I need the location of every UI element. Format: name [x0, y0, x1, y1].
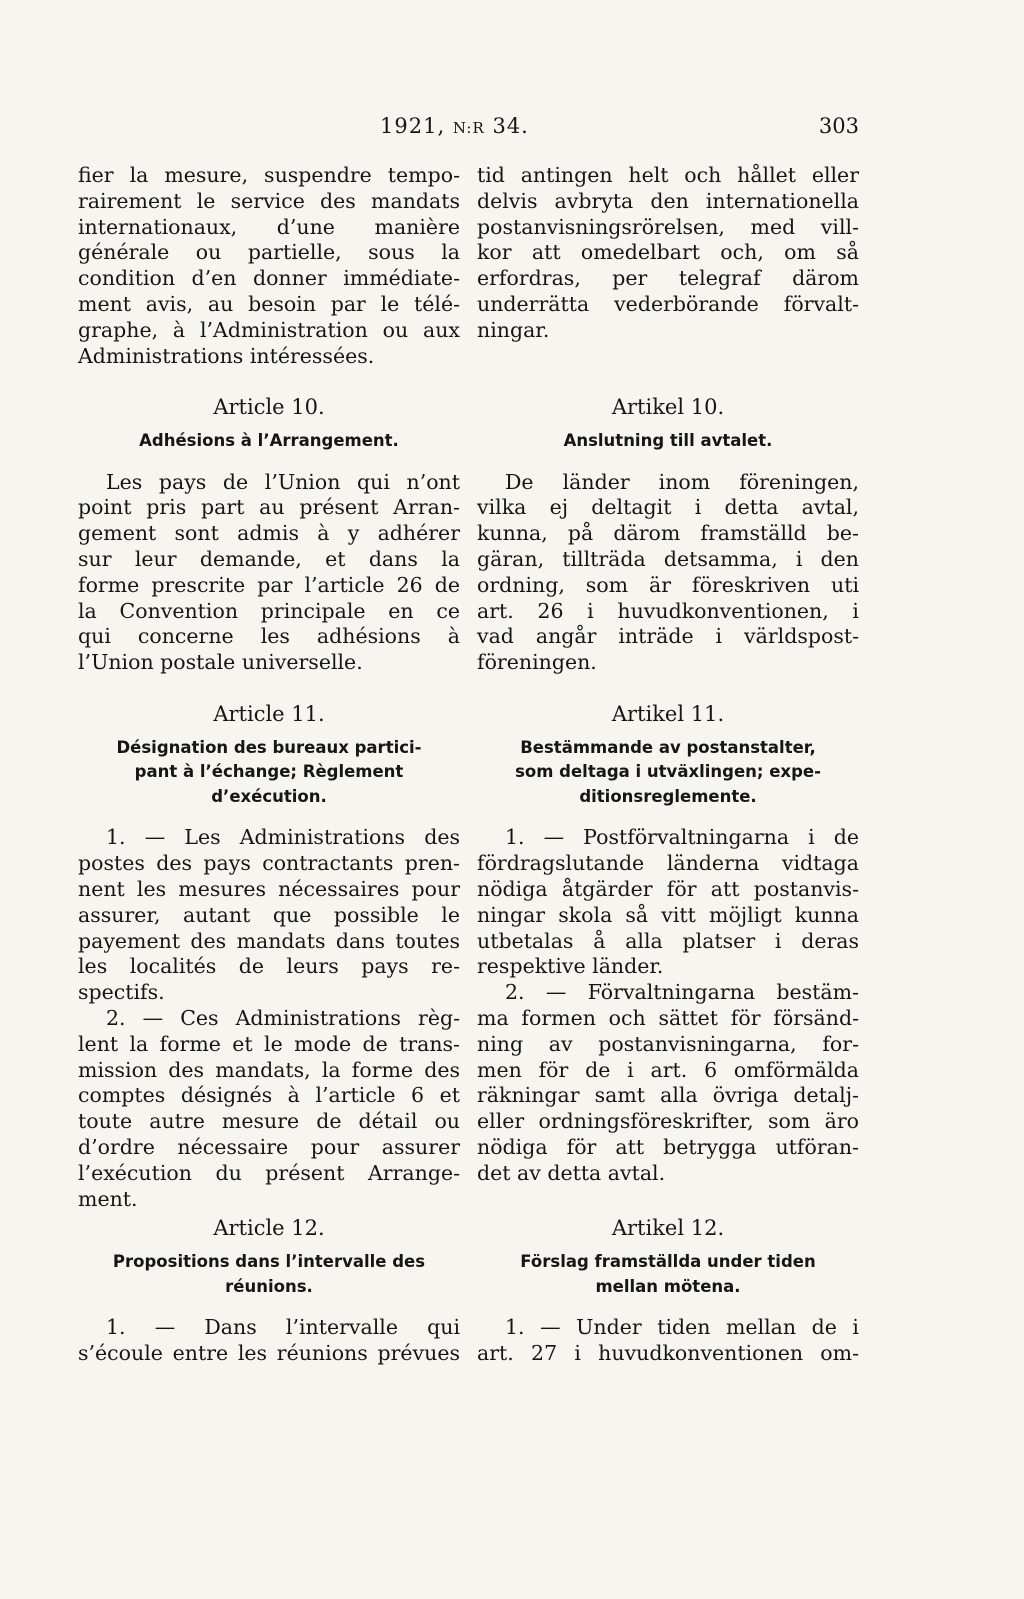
subheading-line: Propositions dans l’intervalle des: [112, 1252, 426, 1272]
article-11-paragraph-2: [78, 1006, 460, 1212]
text-line: l’exécution du présent Arrange-: [78, 1160, 460, 1185]
text-line: respektive länder.: [477, 954, 664, 979]
intro-paragraph: [78, 163, 460, 369]
subheading-line: pant à l’échange; Règlement: [134, 762, 404, 782]
text-line: condition d’en donner immédiate-: [78, 266, 460, 291]
blank-line: [477, 1187, 859, 1213]
text-line: utbetalas å alla platser i deras: [477, 928, 859, 953]
text-line: 1. — Postförvaltningarna i de: [505, 825, 859, 850]
running-head-center: [380, 114, 529, 138]
text-line: fier la mesure, suspendre tempo-: [78, 163, 460, 187]
subheading-line: som deltaga i utväxlingen; expe-: [515, 762, 821, 782]
text-line: gement sont admis à y adhérer: [78, 521, 460, 546]
text-line: eller ordningsföreskrifter, som äro: [477, 1109, 859, 1134]
text-line: assurer, autant que possible le: [78, 902, 460, 927]
text-line: ordning, som är föreskriven uti: [477, 572, 859, 597]
article-12-paragraph-1: [477, 1315, 859, 1367]
header-nr: N:R: [452, 119, 485, 137]
text-line: 2. — Förvaltningarna bestäm-: [505, 980, 859, 1005]
text-line: ment.: [78, 1186, 138, 1211]
text-line: nödiga för att betrygga utföran-: [477, 1134, 859, 1159]
text-line: kor att omedelbart och, om så: [477, 240, 859, 265]
text-line: men för de i art. 6 omförmälda: [477, 1057, 859, 1082]
text-line: lent la forme et le mode de trans-: [78, 1031, 460, 1056]
text-line: qui concerne les adhésions à: [78, 624, 460, 649]
text-line: 1. — Dans l’intervalle qui: [106, 1315, 460, 1340]
header-year: 1921,: [380, 114, 446, 138]
text-line: vilka ej deltagit i detta avtal,: [477, 495, 859, 520]
text-line: comptes désignés à l’article 6 et: [78, 1083, 460, 1108]
french-column: [78, 163, 460, 1367]
subheading-line: Bestämmande av postanstalter,: [520, 737, 816, 757]
text-line: nödiga åtgärder för att postanvis-: [477, 876, 859, 901]
article-11-heading: Artikel 11.: [611, 702, 725, 727]
page-number: 303: [818, 114, 859, 138]
intro-paragraph: [477, 163, 859, 369]
text-line: payement des mandats dans toutes: [78, 928, 460, 953]
text-line: nent les mesures nécessaires pour: [78, 876, 460, 901]
text-line: Administrations intéressées.: [78, 343, 375, 368]
article-12-paragraph-1: [78, 1315, 460, 1367]
text-line: kunna, på därom framställd be-: [477, 521, 859, 546]
article-12-heading: Artikel 12.: [611, 1216, 725, 1241]
swedish-column: [477, 163, 859, 1367]
subheading-line: Désignation des bureaux partici-: [116, 737, 422, 757]
article-11-paragraph-1: [78, 825, 460, 1006]
header-number: 34.: [492, 114, 529, 138]
subheading-line: d’exécution.: [211, 786, 327, 806]
article-10-subheading: Adhésions à l’Arrangement.: [139, 431, 399, 451]
text-line: vad angår inträde i världspost-: [477, 624, 859, 649]
article-11-paragraph-1: [477, 825, 859, 980]
article-11-heading: Article 11.: [213, 702, 325, 727]
text-line: forme prescrite par l’article 26 de: [78, 572, 460, 597]
subheading-line: Förslag framställda under tiden: [520, 1252, 816, 1272]
text-line: gäran, tillträda detsamma, i den: [477, 547, 859, 572]
text-line: mission des mandats, la forme des: [78, 1057, 460, 1082]
subheading-line: mellan mötena.: [595, 1276, 741, 1296]
running-head: [0, 114, 1024, 144]
article-10-paragraph: [477, 470, 859, 676]
text-line: d’ordre nécessaire pour assurer: [78, 1134, 460, 1159]
article-10-heading: Article 10.: [213, 395, 325, 420]
article-10-heading: Artikel 10.: [611, 395, 725, 420]
article-10-paragraph: [78, 470, 460, 676]
text-line: ningar skola så vitt möjligt kunna: [477, 902, 859, 927]
text-line: générale ou partielle, sous la: [78, 240, 460, 265]
text-line: fördragslutande länderna vidtaga: [477, 851, 859, 876]
text-line: tid antingen helt och hållet eller: [477, 163, 859, 187]
article-11-subheading: [477, 736, 859, 810]
subheading-line: réunions.: [225, 1276, 313, 1296]
text-line: postanvisningsrörelsen, med vill-: [477, 214, 859, 239]
subheading-line: ditionsreglemente.: [579, 786, 757, 806]
text-line: 2. — Ces Administrations règ-: [106, 1005, 460, 1030]
text-line: graphe, à l’Administration ou aux: [78, 317, 460, 342]
text-line: erfordras, per telegraf därom: [477, 266, 859, 291]
article-12-subheading: [477, 1250, 859, 1299]
text-line: De länder inom föreningen,: [505, 469, 859, 494]
text-line: räkningar samt alla övriga detalj-: [477, 1083, 859, 1108]
article-12-heading: Article 12.: [213, 1216, 325, 1241]
article-11-subheading: [78, 736, 460, 810]
article-12-subheading: [78, 1250, 460, 1299]
text-line: delvis avbryta den internationella: [477, 188, 859, 213]
text-line: rairement le service des mandats: [78, 188, 460, 213]
text-line: internationaux, d’une manière: [78, 214, 460, 239]
text-line: föreningen.: [477, 650, 597, 675]
text-line: toute autre mesure de détail ou: [78, 1109, 460, 1134]
text-line: ment avis, au besoin par le télé-: [78, 291, 460, 316]
text-line: ning av postanvisningarna, for-: [477, 1031, 859, 1056]
text-line: ma formen och sättet för försänd-: [477, 1005, 859, 1030]
blank-line: [477, 344, 859, 370]
text-line: art. 27 i huvudkonventionen om-: [477, 1340, 859, 1365]
text-line: point pris part au présent Arran-: [78, 495, 460, 520]
article-10-subheading: Anslutning till avtalet.: [563, 431, 773, 451]
text-line: spectifs.: [78, 980, 165, 1005]
text-line: ningar.: [477, 317, 550, 342]
text-line: 1. — Under tiden mellan de i: [505, 1315, 859, 1340]
text-line: sur leur demande, et dans la: [78, 547, 460, 572]
text-line: postes des pays contractants pren-: [78, 851, 460, 876]
text-line: s’écoule entre les réunions prévues: [78, 1340, 460, 1365]
text-line: art. 26 i huvudkonventionen, i: [477, 598, 859, 623]
article-11-paragraph-2: [477, 980, 859, 1212]
text-line: underrätta vederbörande förvalt-: [477, 291, 859, 316]
text-line: les localités de leurs pays re-: [78, 954, 460, 979]
text-line: Les pays de l’Union qui n’ont: [106, 469, 460, 494]
text-line: la Convention principale en ce: [78, 598, 460, 623]
text-line: det av detta avtal.: [477, 1160, 666, 1185]
text-line: l’Union postale universelle.: [78, 650, 363, 675]
text-line: 1. — Les Administrations des: [106, 825, 460, 850]
